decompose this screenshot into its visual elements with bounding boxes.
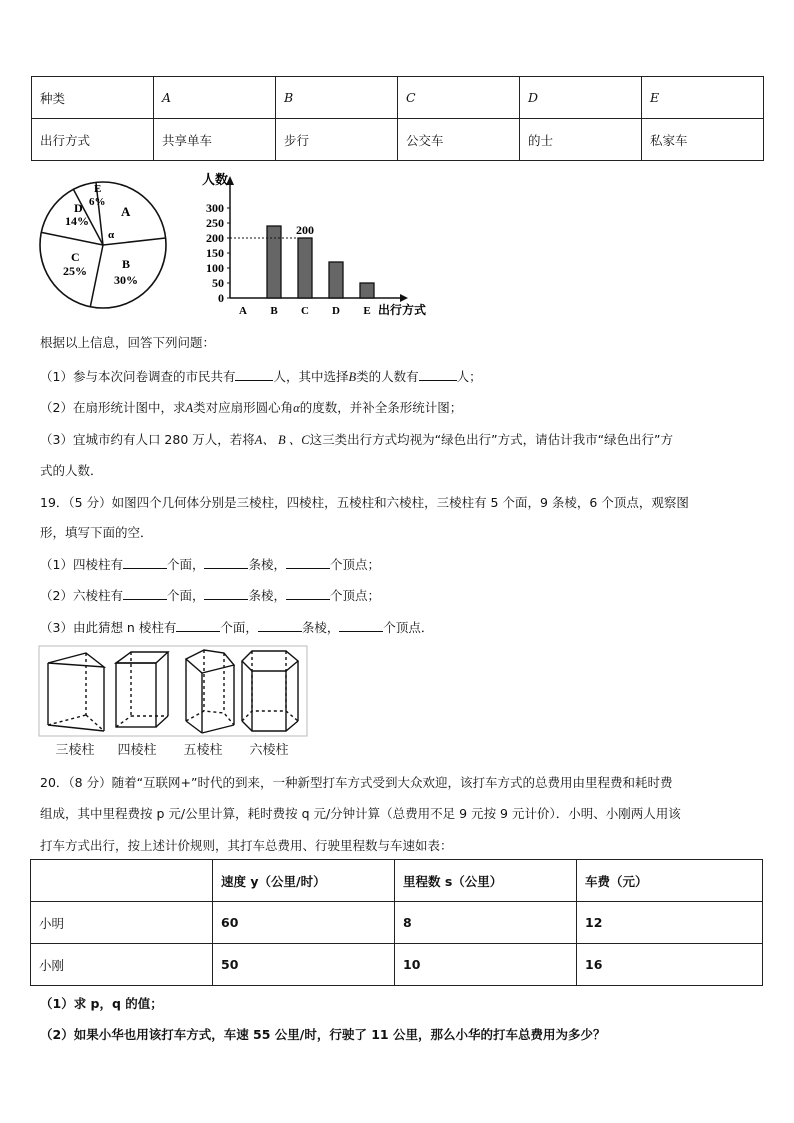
table-cell: B <box>276 77 398 119</box>
q18-part3: （3）宜城市约有人口 280 万人，若将A、 B 、C这三类出行方式均视为“绿色出行”方式，请估计我市“绿色出行”方 <box>40 432 674 447</box>
bar-d <box>329 262 343 298</box>
table-cell: 的士 <box>520 119 642 161</box>
q20-part1: （1）求 p，q 的值； <box>40 996 163 1011</box>
bar-b <box>267 226 281 298</box>
table-cell: 12 <box>577 902 763 944</box>
table-row <box>32 119 764 161</box>
y-tick-label: 300 <box>206 201 224 215</box>
answer-blank[interactable] <box>286 558 330 569</box>
table-cell: 公交车 <box>398 119 520 161</box>
table-row <box>31 860 763 902</box>
answer-blank[interactable] <box>286 589 330 600</box>
pie-label-c: C <box>71 250 80 264</box>
pie-pct-c: 25% <box>63 264 87 278</box>
q20-stem-cont2: 打车方式出行，按上述计价规则，其打车总费用、行驶里程数与车速如表： <box>40 838 453 853</box>
answer-blank[interactable] <box>204 558 248 569</box>
q19-part1: （1）四棱柱有 个面， 条棱， 个顶点； <box>40 557 381 572</box>
table-cell: 60 <box>213 902 395 944</box>
shape-label: 三棱柱 <box>55 743 95 758</box>
x-tick-label: D <box>332 305 340 317</box>
q18-part2: （2）在扇形统计图中，求A类对应扇形圆心角α的度数，并补全条形统计图； <box>40 400 463 415</box>
answer-blank[interactable] <box>339 621 383 632</box>
q19-part2: （2）六棱柱有 个面， 条棱， 个顶点； <box>40 588 381 603</box>
answer-blank[interactable] <box>235 370 273 381</box>
y-axis-title: 人数 <box>202 172 229 187</box>
pie-label-a: A <box>121 204 131 219</box>
answer-blank[interactable] <box>419 370 457 381</box>
shape-label: 六棱柱 <box>249 743 289 758</box>
x-tick-label: B <box>270 305 278 317</box>
table-row <box>31 902 763 944</box>
answer-blank[interactable] <box>258 621 302 632</box>
pie-angle-label: α <box>108 229 115 241</box>
y-tick-label: 250 <box>206 216 224 230</box>
pie-chart <box>36 178 171 313</box>
table-cell: 小明 <box>31 902 213 944</box>
table-cell: 私家车 <box>642 119 764 161</box>
table-cell: D <box>520 77 642 119</box>
prism-figures <box>38 645 308 737</box>
q20-stem-cont: 组成，其中里程费按 p 元/公里计算，耗时费按 q 元/分钟计算（总费用不足 9 元按 9 元计价）．小明、小刚两人用该 <box>40 806 681 821</box>
answer-blank[interactable] <box>123 558 167 569</box>
shape-label: 四棱柱 <box>117 743 157 758</box>
table-cell: 共享单车 <box>154 119 276 161</box>
table-cell: 50 <box>213 944 395 986</box>
pie-pct-b: 30% <box>114 273 138 287</box>
figure-frame <box>39 646 307 736</box>
bar-e <box>360 283 374 298</box>
answer-blank[interactable] <box>204 589 248 600</box>
table-cell: 种类 <box>32 77 154 119</box>
shape-label: 五棱柱 <box>183 743 223 758</box>
bar-c <box>298 238 312 298</box>
table-cell: 出行方式 <box>32 119 154 161</box>
fare-table <box>30 859 763 986</box>
table-cell: 10 <box>395 944 577 986</box>
q20-stem: 20．（8 分）随着“互联网+”时代的到来，一种新型打车方式受到大众欢迎，该打车方式的总费用由里程费和耗时费 <box>40 775 673 790</box>
q18-part1: （1）参与本次问卷调查的市民共有 人，其中选择B类的人数有 人； <box>40 369 482 384</box>
x-axis-arrow <box>400 294 408 302</box>
y-tick-label: 150 <box>206 246 224 260</box>
pie-label-d: D <box>74 201 83 215</box>
table-row <box>31 944 763 986</box>
table-cell: E <box>642 77 764 119</box>
table-cell: 车费（元） <box>577 860 763 902</box>
table-cell: 速度 y（公里/时） <box>213 860 395 902</box>
q18-part3-cont: 式的人数． <box>40 463 103 478</box>
table-cell: 16 <box>577 944 763 986</box>
travel-type-table <box>31 76 764 161</box>
table-cell: 小刚 <box>31 944 213 986</box>
x-tick-label: A <box>239 305 247 317</box>
q20-part2: （2）如果小华也用该打车方式，车速 55 公里/时，行驶了 11 公里，那么小华的打车总费用为多少？ <box>40 1027 606 1042</box>
pie-label-b: B <box>122 257 131 271</box>
table-cell <box>31 860 213 902</box>
q19-part3: （3）由此猜想 n 棱柱有 个面， 条棱， 个顶点． <box>40 620 434 635</box>
table-cell: A <box>154 77 276 119</box>
table-cell: 步行 <box>276 119 398 161</box>
q19-stem-cont: 形，填写下面的空． <box>40 525 153 540</box>
table-cell: 里程数 s（公里） <box>395 860 577 902</box>
y-tick-label: 100 <box>206 261 224 275</box>
answer-blank[interactable] <box>123 589 167 600</box>
table-row <box>32 77 764 119</box>
y-tick-label: 200 <box>206 231 224 245</box>
y-tick-label: 0 <box>218 291 224 305</box>
pie-pct-e: 6% <box>89 196 106 208</box>
x-tick-label: C <box>301 305 309 317</box>
table-cell: C <box>398 77 520 119</box>
pie-pct-d: 14% <box>65 214 89 228</box>
x-tick-label: E <box>363 305 371 317</box>
table-cell: 8 <box>395 902 577 944</box>
y-tick-label: 50 <box>212 276 224 290</box>
bar-annotation: 200 <box>296 223 314 237</box>
q18-intro: 根据以上信息，回答下列问题： <box>40 335 216 350</box>
answer-blank[interactable] <box>176 621 220 632</box>
q19-stem: 19．（5 分）如图四个几何体分别是三棱柱，四棱柱，五棱柱和六棱柱，三棱柱有 5 个面，9 条棱，6 个顶点，观察图 <box>40 495 689 510</box>
bar-chart <box>190 168 440 318</box>
pie-label-e: E <box>94 183 102 195</box>
x-axis-title: 出行方式 <box>378 303 427 317</box>
